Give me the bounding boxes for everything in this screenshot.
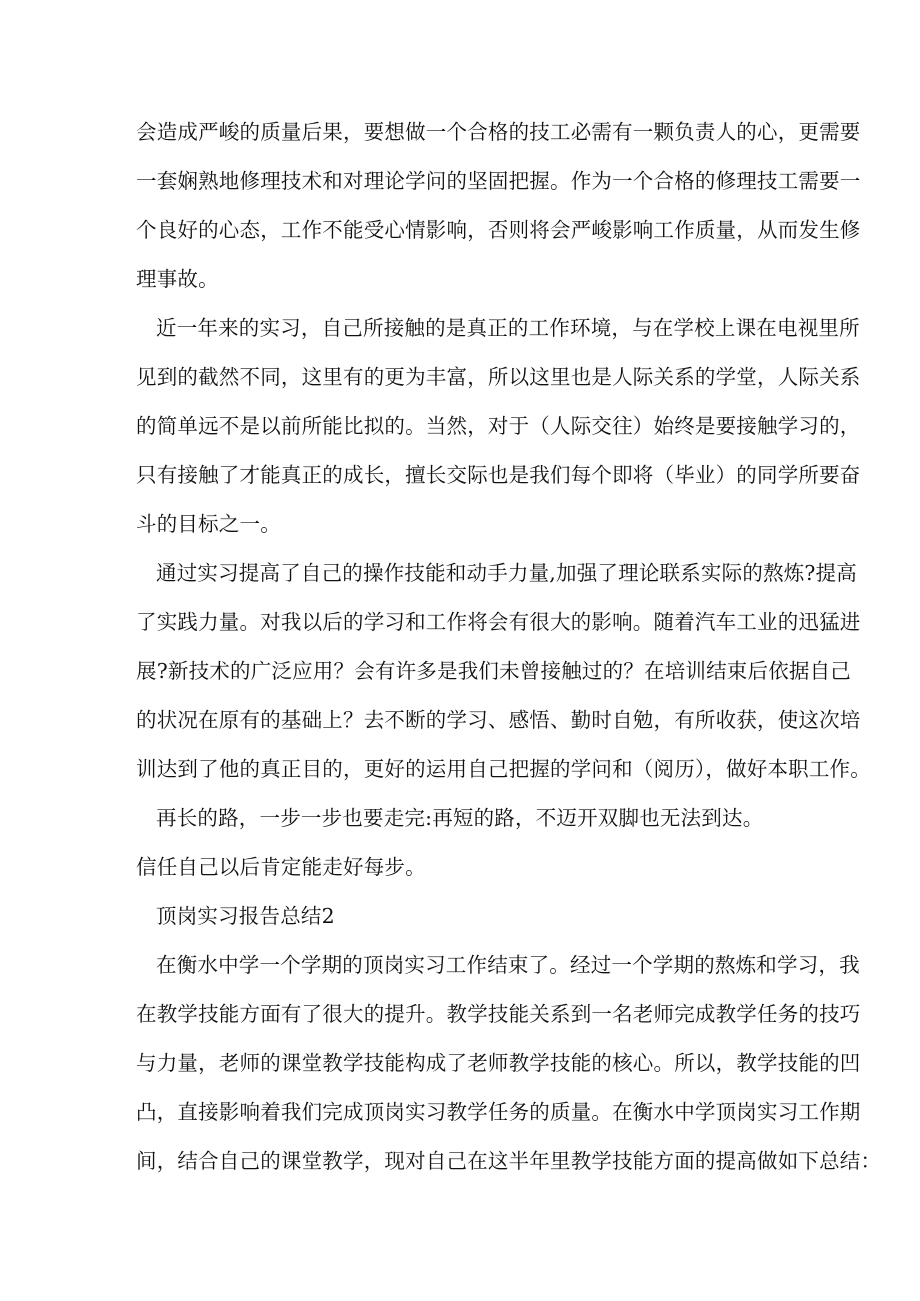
text-line: 斗的目标之一。: [136, 512, 281, 536]
text-line: 间，结合自己的课堂教学，现对自己在这半年里教学技能方面的提高做如下总结：: [136, 1149, 882, 1173]
text-line: 一套娴熟地修理技术和对理论学问的坚固把握。作为一个合格的修理技工需要一: [136, 169, 861, 193]
text-line: 训达到了他的真正目的，更好的运用自己把握的学问和（阅历），做好本职工作。: [136, 757, 871, 781]
text-line: 与力量，老师的课堂教学技能构成了老师教学技能的核心。所以，教学技能的凹: [136, 1051, 861, 1075]
text-line: 会造成严峻的质量后果，要想做一个合格的技工必需有一颗负责人的心，更需要: [136, 120, 861, 144]
text-line: 在教学技能方面有了很大的提升。教学技能关系到一名老师完成教学任务的技巧: [136, 1002, 861, 1026]
text-line: 个良好的心态，工作不能受心情影响，否则将会严峻影响工作质量，从而发生修: [136, 218, 861, 242]
text-line: 凸，直接影响着我们完成顶岗实习教学任务的质量。在衡水中学顶岗实习工作期: [136, 1100, 861, 1124]
text-line: 见到的截然不同，这里有的更为丰富，所以这里也是人际关系的学堂，人际关系: [136, 365, 861, 389]
text-line: 展?新技术的广泛应用？会有许多是我们未曾接触过的？在培训结束后依据自己: [136, 659, 851, 683]
text-line: 的状况在原有的基础上？去不断的学习、感悟、勤时自勉，有所收获，使这次培: [136, 708, 861, 732]
text-line: 在衡水中学一个学期的顶岗实习工作结束了。经过一个学期的熬炼和学习，我: [156, 953, 860, 977]
text-line: 理事故。: [136, 267, 219, 291]
text-line: 通过实习提高了自己的操作技能和动手力量,加强了理论联系实际的熬炼?提高: [156, 561, 858, 585]
text-line: 的简单远不是以前所能比拟的。当然，对于（人际交往）始终是要接触学习的，: [136, 414, 861, 438]
text-line: 了实践力量。对我以后的学习和工作将会有很大的影响。随着汽车工业的迅猛进: [136, 610, 861, 634]
text-line: 再长的路，一步一步也要走完:再短的路，不迈开双脚也无法到达。: [156, 806, 764, 830]
section-heading: 顶岗实习报告总结2: [156, 904, 335, 928]
text-line: 信任自己以后肯定能走好每步。: [136, 855, 426, 879]
text-line: 近一年来的实习，自己所接触的是真正的工作环境，与在学校上课在电视里所: [156, 316, 860, 340]
text-line: 只有接触了才能真正的成长，擅长交际也是我们每个即将（毕业）的同学所要奋: [136, 463, 861, 487]
